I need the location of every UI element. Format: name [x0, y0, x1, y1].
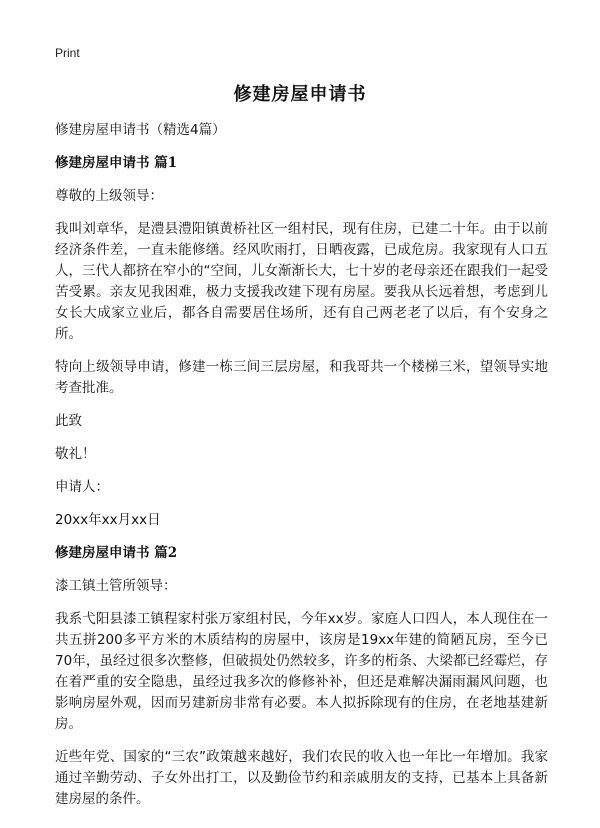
body-paragraph: 我系弋阳县漆工镇程家村张万家组村民，今年xx岁。家庭人口四人，本人现住在一共五拼200多平方米的木质结构的房屋中，该房是19xx年建的简陋瓦房，至今已70年，虽经过很多次整修，但破损处仍然较多，许多的桁条、大梁都已经霉烂，存在着严重的安全隐患，虽经过我多次的修修补补，但还是难解决漏雨漏风问题，也影响房屋外观，因而另建新房非常有必要。本人拟拆除现有的住房，在老地基建新房。 [55, 611, 548, 732]
body-paragraph: 特向上级领导申请，修建一栋三间三层房屋，和我哥共一个楼梯三米，望领导实地考查批准。 [55, 359, 548, 396]
closing-line: 此致 [55, 413, 82, 429]
salutation: 漆工镇土管所领导： [55, 578, 177, 594]
section-heading-2: 修建房屋申请书 篇2 [55, 545, 178, 561]
body-paragraph: 我叫刘章华，是澧县澧阳镇黄桥社区一组村民，现有住房，已建二十年。由于以前经济条件差，一直未能修缮。经风吹雨打，日晒夜露，已成危房。我家现有人口五人，三代人都挤在窄小的“空间，儿女渐渐长大，七十岁的老母亲还在跟我们一起受苦受累。亲友见我困难，极力支援我改建下现有房屋。要我从长远着想，考虑到儿女长大成家立业后，都各自需要居住场所，还有自己两老老了以后，有个安身之所。 [55, 221, 548, 342]
body-paragraph: 近些年党、国家的“三农”政策越来越好，我们农民的收入也一年比一年增加。我家通过辛勤劳动、子女外出打工，以及勤俭节约和亲戚朋友的支持，已基本上具备新建房屋的条件。 [55, 749, 548, 807]
salutation: 尊敬的上级领导： [55, 188, 163, 204]
print-link[interactable]: Print [55, 46, 80, 60]
document-body [55, 120, 548, 822]
date-line: 20xx年xx月xx日 [55, 512, 161, 528]
closing-greeting: 敬礼！ [55, 446, 96, 462]
document-title: 修建房屋申请书 [233, 84, 367, 105]
applicant-label: 申请人： [55, 479, 109, 495]
document-subtitle: 修建房屋申请书（精选4篇） [55, 122, 226, 138]
section-heading-1: 修建房屋申请书 篇1 [55, 155, 178, 171]
